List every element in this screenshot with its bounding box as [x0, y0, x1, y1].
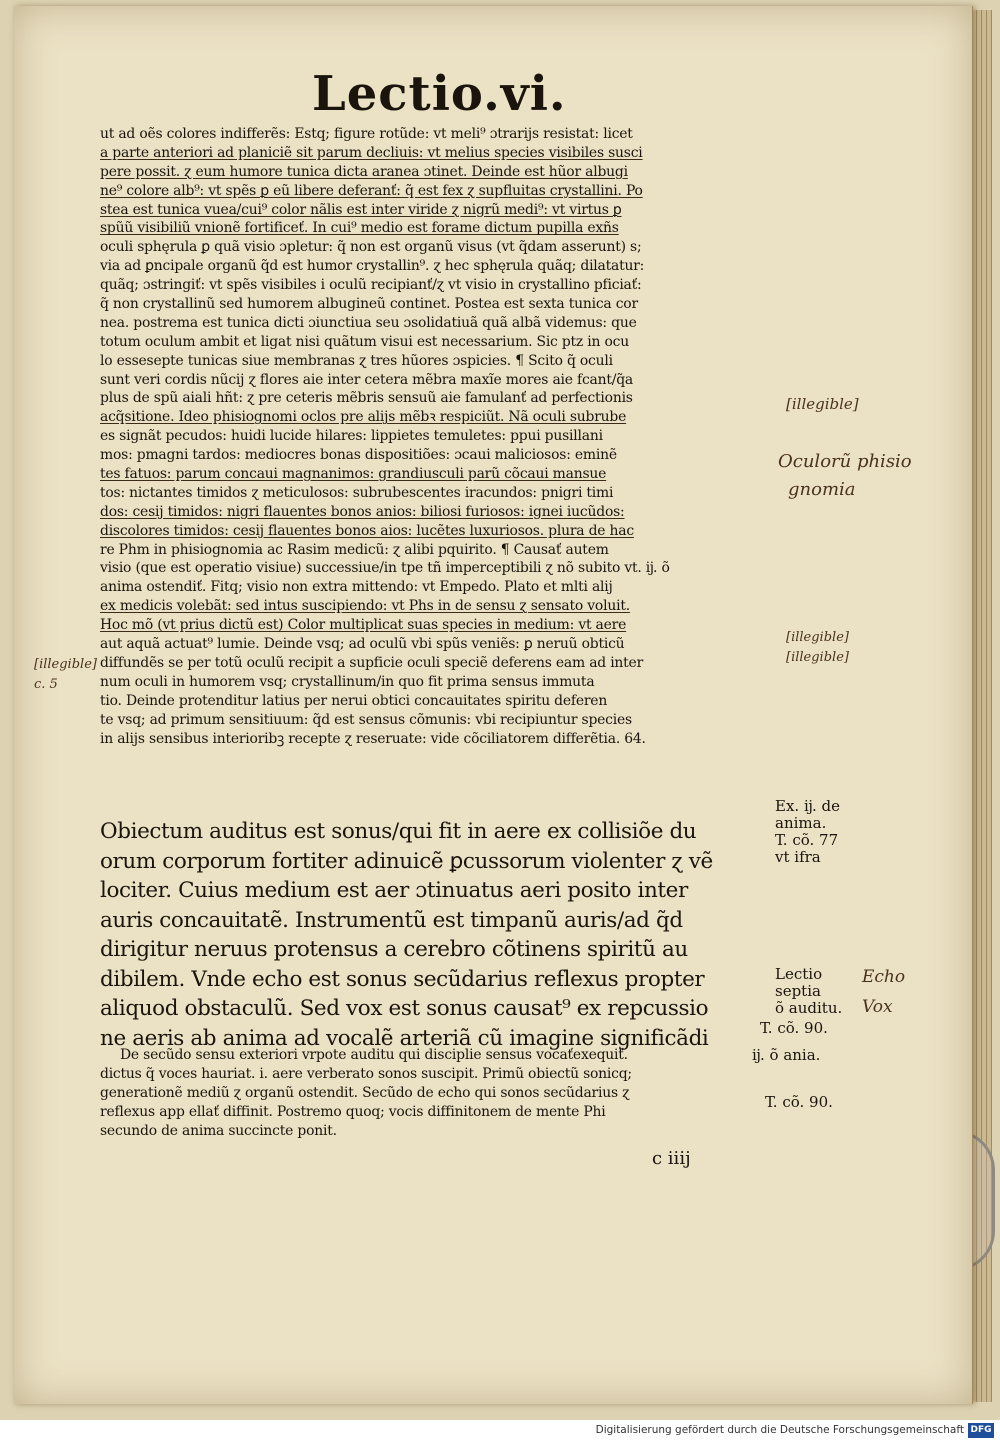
text-line: totum oculum ambit et ligat nisi quãtum visui est necessarium. Sic ptz in ocu	[100, 333, 629, 350]
text-line: visio (que est operatio visiue) successiue/in tpe tñ imperceptibili ɀ nõ subito vt. ĳ. õ	[100, 560, 670, 577]
handwritten-note-echo-vox	[862, 962, 905, 1022]
text-line: te vsq; ad primum sensitiuum: q̃d est sensus cõmunis: vbi recipiuntur species	[100, 711, 632, 728]
text-line: q̃ non crystallinũ sed humorem albugineũ continet. Postea est sexta tunica cor	[100, 296, 638, 313]
signature-mark: c iiij	[652, 1148, 691, 1169]
text-line: num oculi in humorem vsq; crystallinum/in quo fit prima sensus immuta	[100, 673, 595, 690]
text-line: es signãt pecudos: huidi lucide hilares: lippietes temuletes: ppui pusillani	[100, 428, 603, 445]
margin-ref-anima2: ĳ. õ ania.	[752, 1046, 821, 1064]
text-line: auris concauitatẽ. Instrumentũ est timpanũ auris/ad q̃d	[100, 907, 683, 933]
text-line: pere possit. ɀ eum humore tunica dicta aranea ɔtinet. Deinde est hũor albugi	[100, 163, 628, 180]
text-line: diffundẽs se per totũ oculũ recipit a supficie oculi speciẽ deferens eam ad inter	[100, 654, 644, 671]
text-line: reflexus app ellať diffinit. Postremo quoq; vocis diffinitonem de mente Phi	[100, 1104, 606, 1120]
text-line: aut aquã actuat⁹ lumie. Deinde vsq; ad oculũ vbi spũs veniẽs: ꝑ neruũ obticũ	[100, 636, 625, 653]
handwritten-line: Oculorũ phisio	[778, 451, 912, 472]
funding-credit: Digitalisierung gefördert durch die Deutsche Forschungsgemeinschaft	[595, 1424, 964, 1436]
margin-ref-line: T. cõ. 77	[775, 831, 839, 849]
text-line: tio. Deinde protenditur latius per nerui obtici concauitates spiritu deferen	[100, 692, 608, 709]
text-line: mos: pmagni tardos: mediocres bonas dispositiões: ɔcaui maliciosos: eminẽ	[100, 447, 617, 464]
text-line: acq̃sitione. Ideo phisiognomi oclos pre alijs mẽbꝛ respiciũt. Nã oculi subrube	[100, 409, 627, 426]
text-line: De secũdo sensu exteriori vrpote auditu qui disciplie sensus vocaťexequiť.	[120, 1047, 628, 1063]
margin-ref-anima	[775, 798, 840, 866]
auditus-paragraph	[100, 817, 770, 1053]
footer-bar	[0, 1420, 1000, 1443]
handwritten-note: [illegible]	[786, 395, 859, 413]
text-line: plus de spũ aiali hñt: ɀ pre ceteris mẽbris sensuũ aie famulanť ad perfectionis	[100, 390, 633, 407]
text-line: aliquod obstaculũ. Sed vox est sonus causat⁹ ex repcussio	[100, 996, 709, 1021]
text-line: lo essesepte tunicas siue membranas ɀ tres hũores ɔspicies. ¶ Scito q̃ oculi	[100, 352, 613, 369]
margin-ref-line: vt ifra	[775, 848, 821, 866]
handwritten-line: gnomia	[788, 479, 856, 500]
text-line: ut ad oẽs colores indifferẽs: Estq; figure rotũde: vt meli⁹ ɔtrarijs resistat: licet	[100, 126, 633, 142]
lectio-summary	[100, 1046, 750, 1141]
handwritten-note	[786, 628, 849, 668]
dfg-logo: DFG	[968, 1423, 994, 1438]
text-line: spũũ visibiliũ vnionẽ fortificeť. In cui⁹ medio est forame dictum pupilla exñs	[100, 220, 619, 237]
text-line: dictus q̃ voces hauriat. i. aere verberato sonos suscipit. Primũ obiectũ sonicq;	[100, 1066, 632, 1082]
text-line: nea. postrema est tunica dicti ɔiunctiua seu ɔsolidatiuã quã albã videmus: que	[100, 314, 637, 331]
text-line: lociter. Cuius medium est aer ɔtinuatus aeri posito inter	[100, 878, 688, 903]
margin-ref-line: õ auditu.	[775, 999, 843, 1017]
margin-ref-lectio	[775, 966, 842, 1017]
margin-ref-line: Lectio	[775, 965, 823, 983]
text-line: oculi sphęrula ꝑ quã visio ɔpletur: q̃ non est organũ visus (vt q̃dam asserunt) s;	[100, 239, 642, 256]
text-line: generationẽ mediũ ɀ organũ ostendit. Secũdo de echo qui sonos secũdarius ɀ	[100, 1085, 630, 1101]
main-text-block	[100, 125, 770, 748]
text-line: anima ostendiť. Fitq; visio non extra mittendo: vt Empedo. Plato et mlti alij	[100, 579, 613, 596]
text-line: via ad ꝑncipale organũ q̃d est humor crystallin⁹. ɀ hec sphęrula quãq; dilatatur:	[100, 258, 645, 275]
text-line: orum corporum fortiter adinuicẽ ꝑcussorum violenter ɀ vẽ	[100, 848, 713, 874]
page-heading: Lectio.vi.	[312, 66, 567, 122]
text-line: dirigitur neruus protensus a cerebro cõtinens spiritũ au	[100, 937, 688, 962]
text-line: dos: cesij timidos: nigri flauentes bonos anios: biliosi furiosos: ignei iucũdos:	[100, 503, 625, 520]
text-line: secundo de anima succincte ponit.	[100, 1123, 337, 1139]
handwritten-note-physiognomia	[778, 448, 912, 504]
handwritten-line: Echo	[862, 967, 906, 987]
text-line: ex medicis volebãt: sed intus suscipiendo: vt Phs in de sensu ɀ sensato voluit.	[100, 598, 630, 615]
text-line: quãq; ɔstringiť: vt spẽs visibiles i oculũ recipianť/ɀ vt visio in crystallino pficiať:	[100, 277, 642, 294]
margin-ref-line: anima.	[775, 814, 827, 832]
text-line: ne aeris ab anima ad vocalẽ arteriã cũ imagine significãdi	[100, 1025, 709, 1051]
handwritten-line: c. 5	[34, 677, 58, 692]
text-line: tes fatuos: parum concaui magnanimos: grandiusculi parũ cõcaui mansue	[100, 466, 607, 483]
handwritten-line: [illegible]	[786, 630, 849, 645]
text-line: dibilem. Vnde echo est sonus secũdarius reflexus propter	[100, 966, 705, 992]
handwritten-line: Vox	[862, 997, 893, 1017]
text-line: Hoc mõ (vt prius dictũ est) Color multiplicat suas species in medium: vt aere	[100, 617, 627, 634]
handwritten-line: [illegible]	[786, 650, 849, 665]
margin-ref-line: Ex. ĳ. de	[775, 797, 840, 815]
text-line: re Phm in phisiognomia ac Rasim medicũ: ɀ alibi pquirito. ¶ Causať autem	[100, 541, 609, 558]
margin-ref-line: septia	[775, 982, 821, 1000]
margin-ref-tc90b: T. cõ. 90.	[765, 1093, 833, 1111]
text-line: Obiectum auditus est sonus/qui fit in aere ex collisiõe du	[100, 819, 697, 844]
handwritten-note-left	[34, 655, 97, 695]
text-line: sunt veri cordis nũcij ɀ flores aie inter cetera mẽbra maxĩe mores aie fcant/q̃a	[100, 371, 633, 388]
handwritten-line: [illegible]	[34, 657, 97, 672]
text-line: discolores timidos: cesij flauentes bonos aios: lucẽtes luxuriosos. plura de hac	[100, 522, 634, 539]
text-line: stea est tunica vuea/cui⁹ color nãlis est inter viride ɀ nigrũ medi⁹: vt virtus ꝑ	[100, 201, 622, 218]
text-line: a parte anteriori ad planiciẽ sit parum decliuis: vt melius species visibiles susci	[100, 144, 643, 161]
text-line: in alijs sensibus interioribꝫ recepte ɀ reseruate: vide cõciliatorem differẽtia. 64.	[100, 730, 646, 747]
margin-ref-tc90: T. cõ. 90.	[760, 1019, 828, 1037]
text-line: ne⁹ colore alb⁹: vt spẽs ꝑ eũ libere deferanť: q̃ est fex ɀ supfluitas crystallini. Po	[100, 182, 643, 199]
text-line: tos: nictantes timidos ɀ meticulosos: subrubescentes iracundos: pnigri timi	[100, 484, 614, 501]
